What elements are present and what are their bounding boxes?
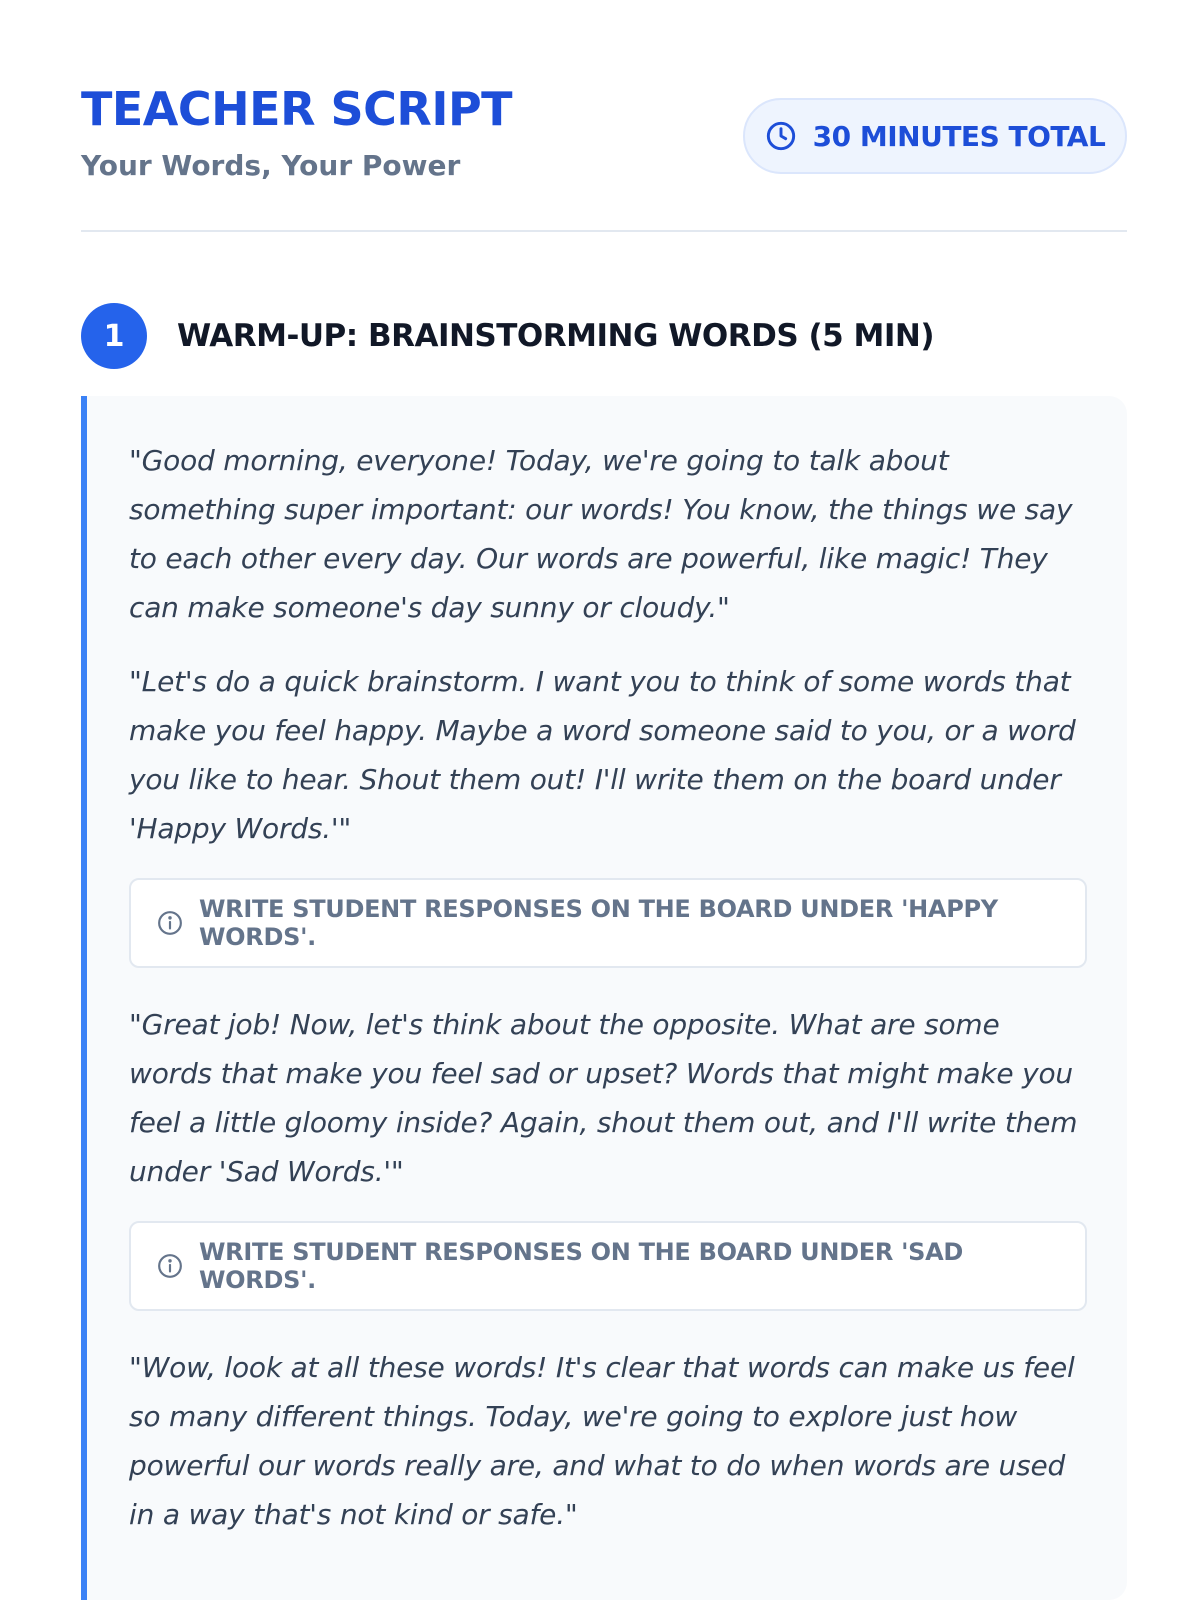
teacher-note-text: WRITE STUDENT RESPONSES ON THE BOARD UNDER 'HAPPY WORDS'.: [199, 895, 998, 951]
script-paragraph: "Good morning, everyone! Today, we're going to talk about something super important: our words! You know, the things we say to each other every day. Our words are powerful, like magic! They can make someone's day sunny or cloudy.": [129, 444, 1073, 624]
teacher-note: [129, 1221, 1087, 1311]
script-paragraph: "Let's do a quick brainstorm. I want you to think of some words that make you feel happy. Maybe a word someone said to you, or a word you like to hear. Shout them out! I'll write them on the board under 'Happy Words.'": [129, 665, 1076, 845]
teacher-note: [129, 878, 1087, 968]
teacher-script-page: [81, 78, 1127, 1531]
section-number: 1: [81, 303, 147, 369]
duration-label: 30 MINUTES TOTAL: [812, 119, 1106, 153]
info-icon: [157, 1253, 183, 1279]
script-paragraph: "Great job! Now, let's think about the opposite. What are some words that make you feel sad or upset? Words that might make you feel a little gloomy inside? Again, shout them out, and I'll write them under 'Sad Words.'": [129, 1008, 1078, 1188]
info-icon: [157, 910, 183, 936]
duration-badge: [743, 98, 1127, 174]
section-header: [81, 303, 934, 369]
clock-icon: [765, 120, 797, 152]
section-title: WARM-UP: BRAINSTORMING WORDS (5 MIN): [177, 318, 934, 354]
page-title: TEACHER SCRIPT: [81, 82, 513, 136]
page-subtitle: Your Words, Your Power: [81, 149, 461, 182]
script-box: [81, 396, 1127, 1600]
page-header: [81, 78, 1127, 232]
teacher-note-text: WRITE STUDENT RESPONSES ON THE BOARD UNDER 'SAD WORDS'.: [199, 1238, 964, 1294]
script-paragraph: "Wow, look at all these words! It's clear that words can make us feel so many different things. Today, we're going to explore just how powerful our words really are, and what to do when words are used in a way that's not kind or safe.": [129, 1351, 1075, 1531]
